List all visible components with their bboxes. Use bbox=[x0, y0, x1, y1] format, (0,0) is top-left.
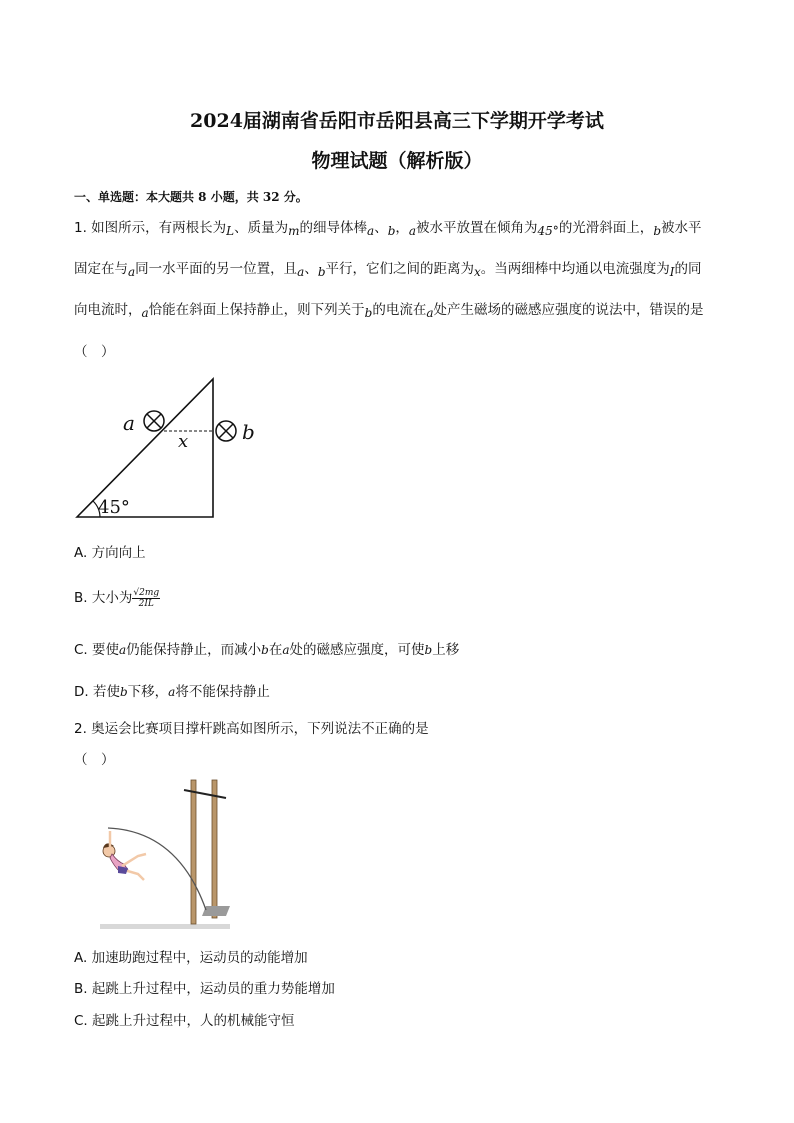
fraction: $\frac{√2mg}{2IL}$ bbox=[133, 587, 160, 609]
left-standard bbox=[191, 780, 196, 924]
ground bbox=[100, 924, 230, 929]
crossbar bbox=[184, 790, 226, 798]
incline-figure bbox=[70, 372, 270, 524]
exam-subtitle: 物理试题（解析版） bbox=[311, 150, 483, 172]
question-1-line-2: 固定在与a同一水平面的另一位置，且a、b平行，它们之间的距离为x。当两细棒中均通以电流强度为I的同 bbox=[74, 261, 702, 279]
rod-a-label: a bbox=[123, 411, 135, 435]
rod-b-label: b bbox=[242, 420, 255, 444]
athlete-leg-1 bbox=[122, 854, 146, 866]
q2-option-b: B. 起跳上升过程中，运动员的重力势能增加 bbox=[74, 981, 335, 997]
question-1-line-1: 1. 如图所示，有两根长为L、质量为m的细导体棒a、b，a被水平放置在倾角为45°的光滑斜面上，b被水平 bbox=[74, 220, 702, 238]
distance-label: x bbox=[178, 431, 189, 452]
exam-title: 2024届湖南省岳阳市岳阳县高三下学期开学考试 bbox=[190, 110, 604, 132]
q2-option-c: C. 起跳上升过程中，人的机械能守恒 bbox=[74, 1013, 295, 1029]
section-header: 一、单选题：本大题共 8 小题，共 32 分。 bbox=[74, 190, 308, 204]
q1-option-b: B. 大小为 $\frac{√2mg}{2IL}$ bbox=[74, 587, 160, 609]
question-1-line-3: 向电流时，a恰能在斜面上保持静止，则下列关于b的电流在a处产生磁场的磁感应强度的说法中，错误的是 bbox=[74, 302, 704, 320]
landing-box bbox=[202, 906, 230, 916]
question-2-stem: 2. 奥运会比赛项目撑杆跳高如图所示，下列说法不正确的是 bbox=[74, 721, 429, 737]
q2-option-a: A. 加速助跑过程中，运动员的动能增加 bbox=[74, 950, 308, 966]
question-1-answer-paren: （ ） bbox=[74, 344, 115, 360]
pole-vault-figure bbox=[98, 776, 238, 932]
angle-label: 45° bbox=[98, 497, 130, 518]
right-standard bbox=[212, 780, 217, 918]
q1-option-d: D. 若使b下移，a将不能保持静止 bbox=[74, 684, 270, 700]
q1-option-c: C. 要使a仍能保持静止，而减小b在a处的磁感应强度，可使b上移 bbox=[74, 642, 460, 658]
q1-option-a: A. 方向向上 bbox=[74, 545, 146, 561]
question-2-answer-paren: （ ） bbox=[74, 752, 115, 768]
athlete-leg-2 bbox=[124, 870, 144, 880]
